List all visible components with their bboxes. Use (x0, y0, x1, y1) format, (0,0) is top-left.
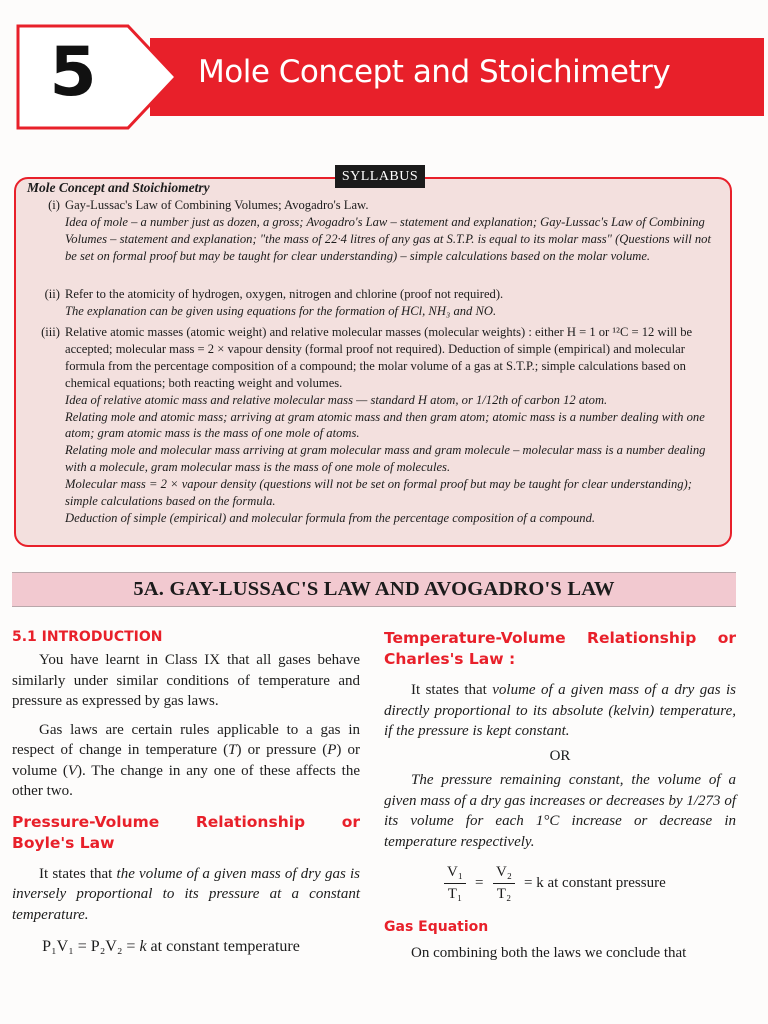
syllabus-label: SYLLABUS (335, 165, 425, 188)
left-column (12, 628, 360, 958)
syllabus-item-3 (18, 324, 722, 527)
intro-heading: 5.1 INTRODUCTION (12, 629, 163, 645)
constant-pressure-text: = k at constant pressure (524, 875, 666, 891)
item-details: Relating mole and atomic mass; arriving at gram atomic mass and then gram atom; atomic mass is a number dealing with one atom; gram atomic mass is the mass of one mole of atoms. (65, 409, 705, 441)
item-details: Idea of relative atomic mass and relative molecular mass — standard H atom, or 1/12th of carbon 12 atom. (65, 392, 608, 407)
item-text: Refer to the atomicity of hydrogen, oxygen, nitrogen and chlorine (proof not required). (65, 287, 504, 301)
or-text: OR (549, 747, 571, 764)
chapter-number: 5 (49, 33, 97, 112)
syllabus-item-1 (18, 197, 722, 265)
charles-paragraph: It states that volume of a given mass of a dry gas is directly proportional to its absolute (kelvin) temperature, if the pressure is kept constant. (384, 682, 737, 739)
boyle-heading: Pressure-Volume Relationship or Boyle's Law (12, 812, 360, 852)
syllabus-heading: Mole Concept and Stoichiometry (27, 180, 210, 195)
item-number: (ii) (44, 287, 60, 301)
fraction-t2: T₂ (493, 883, 515, 905)
chapter-title: Mole Concept and Stoichimetry (198, 54, 671, 90)
item-text: Relative atomic masses (atomic weight) and relative molecular masses (molecular weights) : either H = 1 or ¹²C = 12 will be accepted; molecular mass = 2 × vapour density (formal proof not required). Deduction of simple (empirical) and molecular formula from the percentage composition of a compound; the molar volume of a gas at S.T.P.; simple calculations based on chemical equations; both reacting weight and volumes. (65, 325, 693, 390)
section-heading: 5A. GAY-LUSSAC'S LAW AND AVOGADRO'S LAW (133, 578, 615, 600)
item-details: Relating mole and molecular mass arriving at gram molecular mass and gram molecule – molecular mass is a number dealing with a molecule, gram molecular mass is the mass of one mole of molecules. (65, 443, 706, 475)
equals-sign: = (475, 875, 484, 891)
gas-equation-paragraph: On combining both the laws we conclude that (411, 945, 687, 961)
syllabus-item-2 (18, 286, 722, 320)
boyle-paragraph: It states that the volume of a given mass of dry gas is inversely proportional to its pressure at a constant temperature. (12, 865, 360, 923)
item-number: (i) (48, 198, 60, 212)
boyle-equation: P₁V₁ = P₂V₂ = k at constant temperature (42, 938, 300, 955)
fraction-v2: V₂ (495, 864, 513, 880)
item-details: Deduction of simple (empirical) and molecular formula from the percentage composition of a compound. (65, 510, 596, 525)
item-number: (iii) (41, 325, 60, 339)
right-column (384, 628, 736, 964)
item-details: The explanation can be given using equations for the formation of HCl, NH₃ and NO. (65, 303, 497, 318)
intro-paragraph: You have learnt in Class IX that all gases behave similarly under similar conditions of temperature and pressure as expressed by gas laws. (12, 652, 360, 709)
item-text: Gay-Lussac's Law of Combining Volumes; Avogadro's Law. (65, 198, 369, 212)
gas-equation-heading: Gas Equation (384, 919, 489, 935)
charles-equation (384, 862, 736, 910)
gas-laws-paragraph: Gas laws are certain rules applicable to a gas in respect of change in temperature (T) or pressure (P) or volume (V). The change in any one of these affects the other two. (12, 721, 360, 799)
charles-heading: Temperature-Volume Relationship or Charles's Law : (384, 629, 736, 668)
fraction-v1: V₁ (446, 864, 464, 880)
fraction-t1: T₁ (444, 883, 466, 905)
charles-alt-paragraph: The pressure remaining constant, the volume of a given mass of a dry gas increases or decreases by 1/273 of its volume for each 1°C increase or decrease in temperature respectively. (384, 772, 736, 850)
item-details: Molecular mass = 2 × vapour density (questions will not be set on formal proof but may be taught for clear understanding); simple calculations based on the formula. (65, 477, 692, 509)
item-details: Idea of mole – a number just as dozen, a gross; Avogadro's Law – statement and explanation; Gay-Lussac's Law of Combining Volumes – statement and explanation; "the mass of 22·4 litres of any gas at S.T.P. is equal to its molar mass" (Questions will not be set on formal proof but may be taught for clear understanding) – simple calculations based on the molar volume. (65, 214, 711, 263)
